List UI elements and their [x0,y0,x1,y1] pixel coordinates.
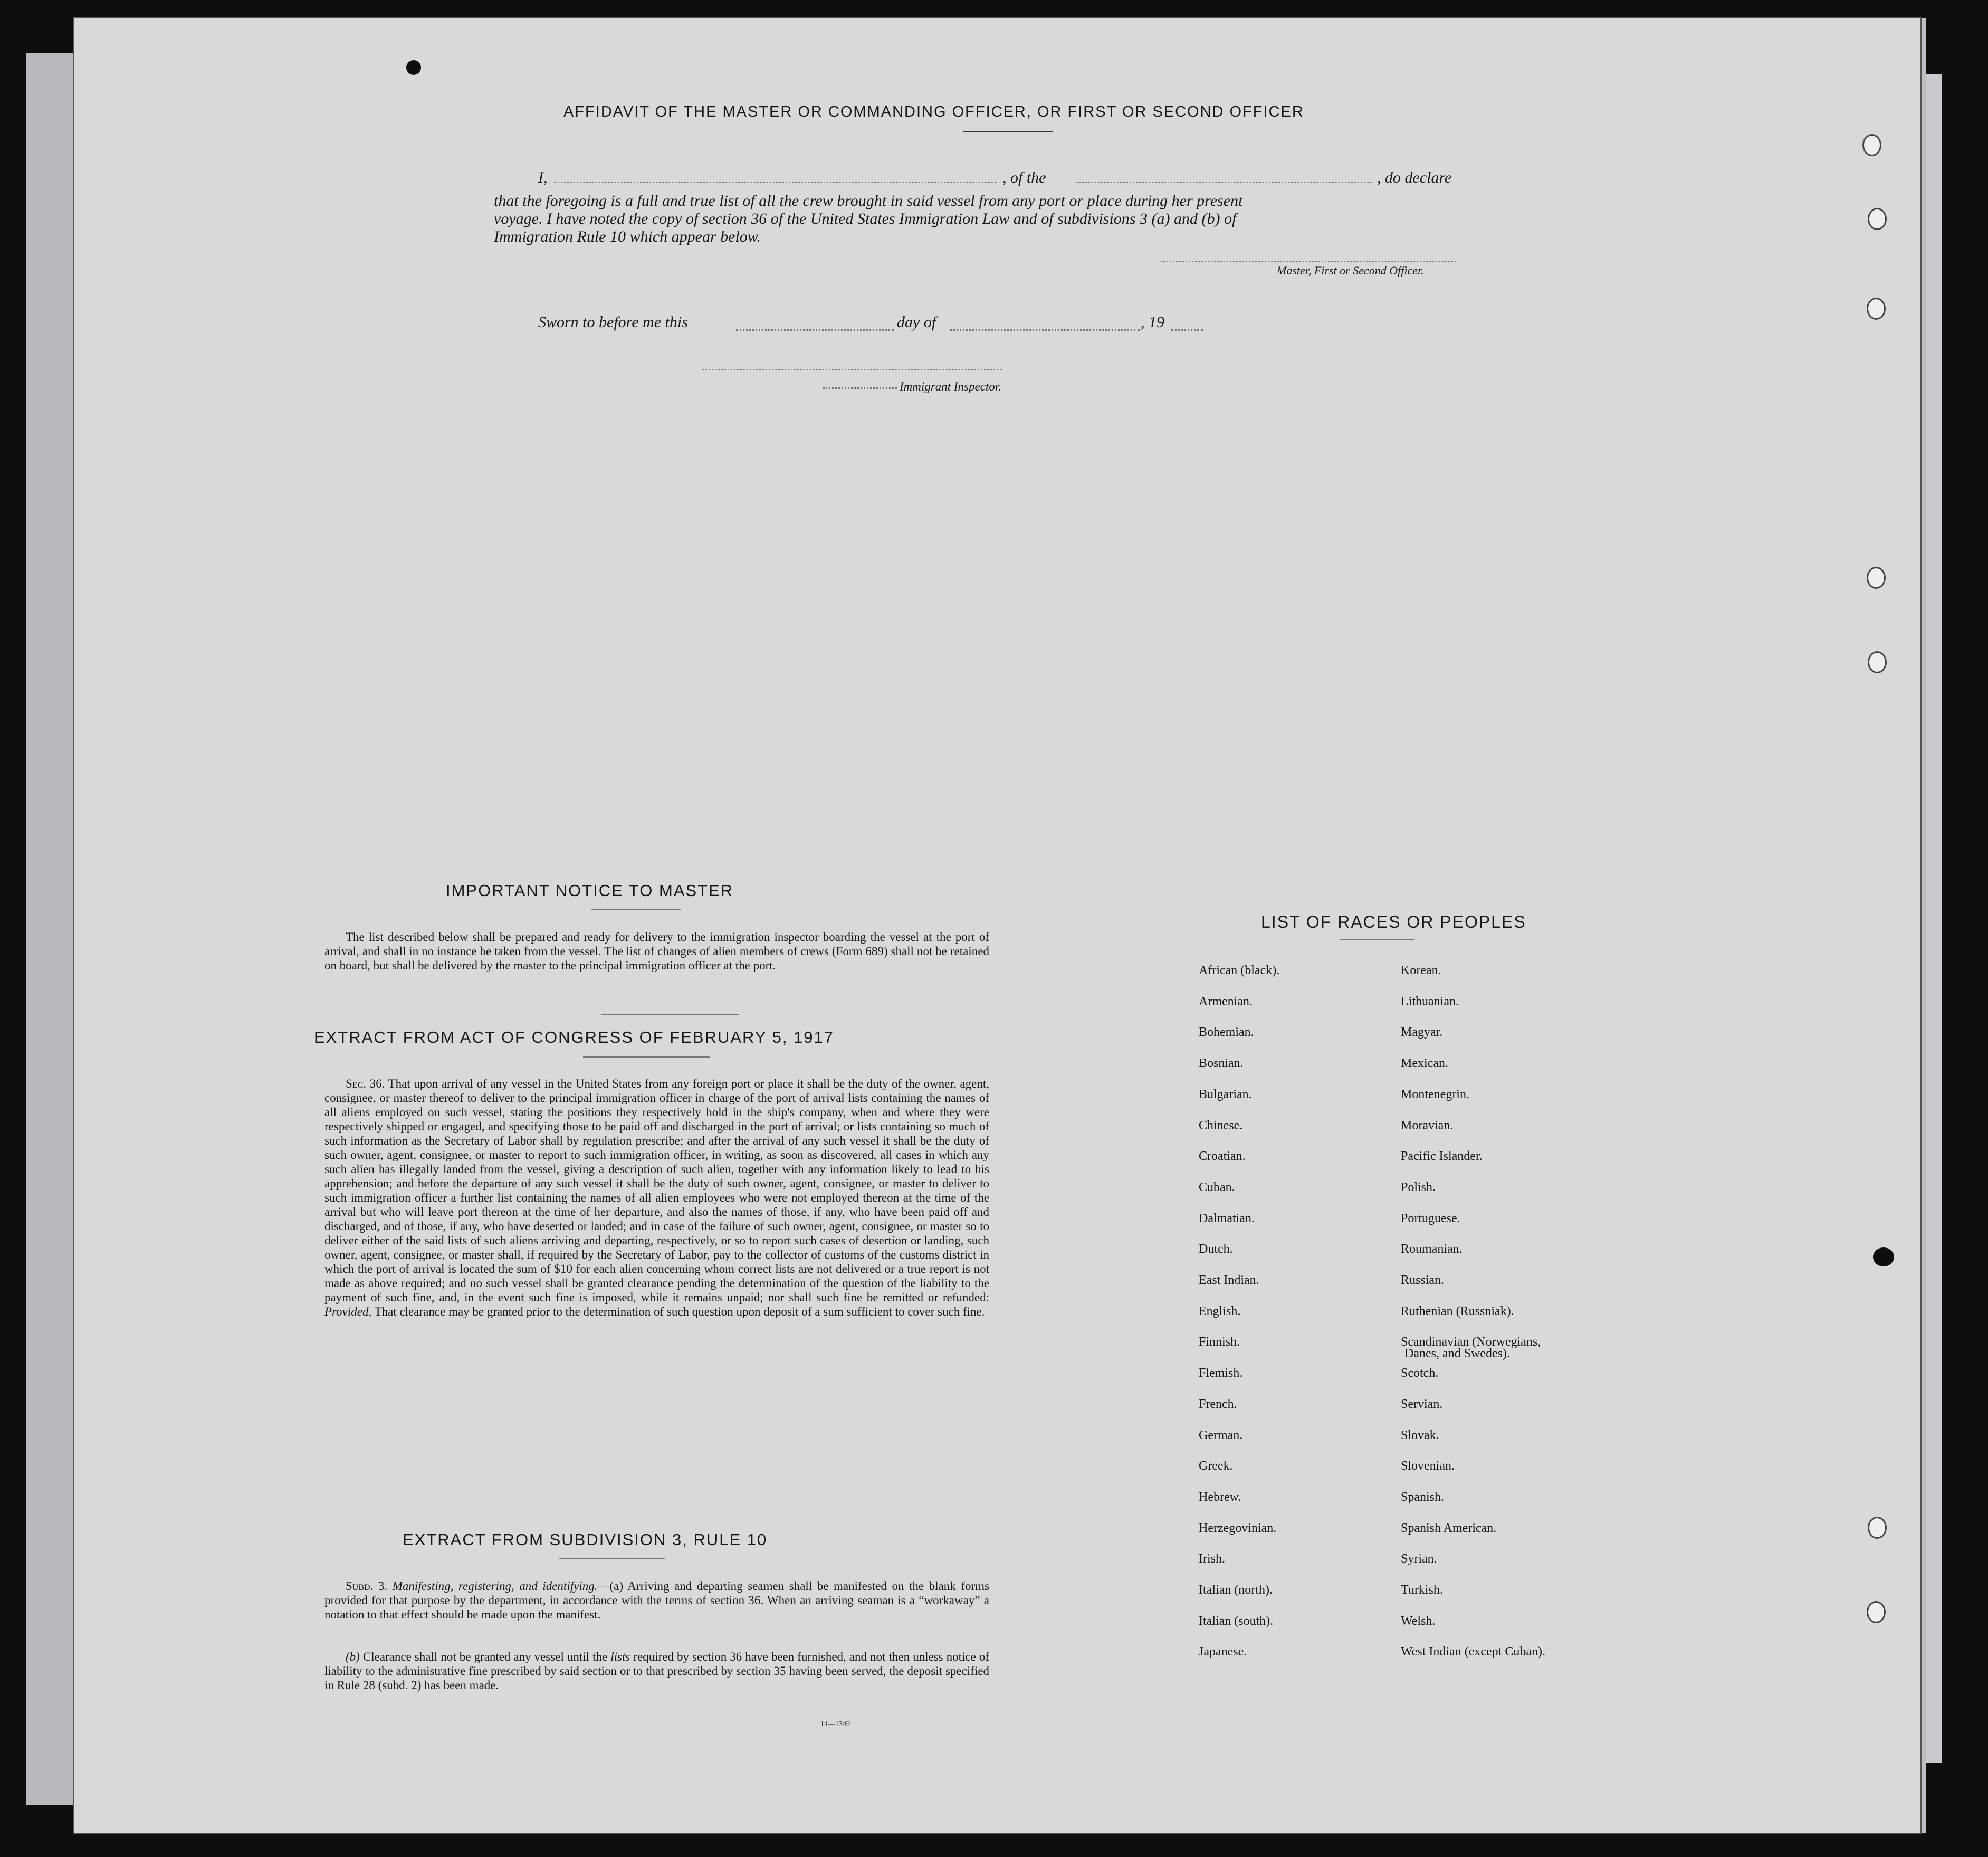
race-item: Japanese. [1199,1645,1247,1659]
race-item: Slovak. [1401,1428,1439,1442]
year-label: , 19 [1141,313,1164,331]
race-item: West Indian (except Cuban). [1401,1645,1545,1659]
para-b-marker: (b) [346,1650,360,1663]
race-item: Scandinavian (Norwegians, [1401,1335,1541,1349]
race-item: French. [1199,1397,1237,1411]
race-item: Korean. [1401,964,1441,977]
race-item: Finnish. [1199,1335,1240,1349]
race-item: African (black). [1199,964,1280,977]
race-item: Greek. [1199,1459,1233,1473]
race-item: Irish. [1199,1552,1225,1566]
race-item: Herzegovinian. [1199,1521,1277,1535]
form-number: 14—1340 [820,1720,850,1728]
punch-hole [1862,134,1881,156]
master-signature-caption: Master, First or Second Officer. [1277,264,1424,277]
race-item: Magyar. [1401,1025,1443,1040]
notice-body: The list described below shall be prepared and ready for delivery to the immigration inspector boarding the vessel at the port of arrival, and shall in no instance be taken from the vessel. The list of changes of alien members of crews (Form 689) shall not be retained on board, but shall be delivered by the master to the principal immigration officer at the port. [324,930,989,972]
race-item: Cuban. [1199,1180,1235,1194]
subd-heading: Manifesting, registering, and identifying. [392,1579,598,1593]
para-b-start: Clearance shall not be granted any vessel until the [362,1650,608,1663]
vessel-blank[interactable] [1076,182,1372,183]
section-label: Sec. 36. [346,1077,385,1090]
punch-hole-dark [1873,1247,1894,1266]
race-item: Spanish American. [1401,1521,1497,1535]
race-item: Moravian. [1401,1118,1454,1132]
race-item-continued: Danes, and Swedes). [1404,1347,1510,1360]
race-item: Dalmatian. [1199,1211,1255,1225]
do-declare-label: , do declare [1377,169,1452,186]
master-signature-blank[interactable] [1161,261,1456,262]
para-b-rest: required by section 36 have been furnished, and not then unless notice of liability to the administrative fine prescribed by said section or to that prescribed by section 35 having been served, the deposit specified in Rule 28 (subd. 2) has been made. [324,1650,990,1692]
punch-hole [1868,651,1887,673]
race-item: Turkish. [1401,1583,1443,1597]
day-blank[interactable] [736,329,894,331]
year-blank[interactable] [1171,329,1203,331]
race-item: Bosnian. [1199,1056,1244,1071]
race-item: Pacific Islander. [1401,1149,1483,1164]
race-item: Syrian. [1401,1552,1437,1566]
race-item: Hebrew. [1199,1490,1241,1504]
act-extract-underline [583,1056,710,1058]
name-blank[interactable] [554,182,997,183]
race-item: Roumanian. [1401,1242,1463,1256]
race-item: Italian (north). [1199,1583,1273,1597]
race-item: Italian (south). [1199,1614,1274,1628]
inspector-signature-blank[interactable] [702,369,1002,370]
race-item: Mexican. [1401,1056,1448,1071]
inspector-caption: Immigrant Inspector. [900,380,1001,393]
race-item: Polish. [1401,1180,1436,1194]
race-item: Servian. [1401,1397,1443,1411]
punch-hole [1868,1517,1887,1539]
affidavit-body-line: Immigration Rule 10 which appear below. [494,228,761,245]
rule-extract-underline [559,1558,665,1559]
race-item: East Indian. [1199,1273,1259,1287]
proviso-rest: That clearance may be granted prior to the determination of such question upon deposit of a sum sufficient to cover such fine. [374,1305,985,1318]
race-item: Welsh. [1401,1614,1436,1628]
notice-underline [591,909,681,910]
of-the-label: , of the [1002,169,1046,186]
day-of-label: day of [897,313,936,331]
proviso-word: Provided, [324,1305,372,1318]
race-item: German. [1199,1428,1243,1442]
rule-extract-title: EXTRACT FROM SUBDIVISION 3, RULE 10 [403,1530,768,1549]
punch-hole [1867,1601,1886,1623]
act-extract-title: EXTRACT FROM ACT OF CONGRESS OF FEBRUARY 5, 1917 [314,1028,835,1046]
race-item: English. [1199,1304,1241,1318]
race-item: Montenegrin. [1401,1087,1469,1101]
race-item: Portuguese. [1401,1211,1460,1225]
race-item: Russian. [1401,1273,1445,1287]
manifest-back-page [74,18,1920,1833]
affidavit-title: AFFIDAVIT OF THE MASTER OR COMMANDING OFFICER, OR FIRST OR SECOND OFFICER [563,103,1304,120]
rule-para-a [324,1579,989,1622]
subd-label: Subd. 3. [346,1579,388,1593]
punch-hole [1867,567,1886,589]
race-item: Lithuanian. [1401,994,1459,1008]
race-item: Dutch. [1199,1242,1233,1256]
race-item: Chinese. [1199,1118,1243,1132]
sworn-label: Sworn to before me this [538,313,688,331]
punch-hole [1867,298,1886,320]
month-blank[interactable] [950,329,1140,331]
section-36-body: That upon arrival of any vessel in the United States from any foreign port or place it shall be the duty of the owner, agent, consignee, or master thereof to deliver to the principal immigration officer in charge of the port of arrival lists containing the names of all aliens employed on such vessel, stating the positions they respectively hold in the ship's company, when and where they were respectively shipped or engaged, and specifying those to be paid off and discharged in the port of arrival; or lists containing so much of such information as the Secretary of Labor shall by regulation prescribe; and after the arrival of any such vessel it shall be the duty of such owner, agent, consignee, or master to report to such immigration officer, in writing, as soon as discovered, all cases in which any such alien has illegally landed from the vessel, giving a description of such alien, together with any information likely to lead to his apprehension; and before the departure of any such vessel it shall be the duty of such owner, agent, consignee, or master to deliver to such immigration officer a further list containing the names of all alien employees who were not employed thereon at the time of the arrival but who will leave port thereon at the time of her departure, and also the names of those, if any, who have been paid off and discharged, and of those, if any, who have deserted or landed; and in case of the failure of such owner, agent, consignee, or master so to deliver either of the said lists of such aliens arriving and departing, respectively, or so to report such cases of desertion or landing, such owner, agent, consignee, or master shall, if required by the Secretary of Labor, pay to the collector of customs of the customs district in which the port of arrival is located the sum of $10 for each alien concerning whom correct lists are not delivered or a true report is not made as above required; and no such vessel shall be granted clearance pending the determination of the question of the liability to the payment of such fine, and, in the event such fine is imposed, while it remains unpaid; nor shall such fine be remitted or refunded: [324,1077,989,1304]
ink-blot [406,60,421,75]
rule-para-b [324,1650,989,1692]
affidavit-body-line: voyage. I have noted the copy of section 36 of the United States Immigration Law and of subdivisions 3 (a) and (b) of [494,210,1237,227]
race-item: Scotch. [1401,1366,1439,1380]
race-item: Spanish. [1401,1490,1445,1504]
section-36-text [324,1077,989,1319]
inspector-dots [823,387,897,389]
races-underline [1340,939,1414,940]
race-item: Bohemian. [1199,1025,1254,1040]
race-item: Ruthenian (Russniak). [1401,1304,1514,1318]
race-item: Flemish. [1199,1366,1243,1380]
section-divider [601,1014,739,1015]
race-item: Slovenian. [1401,1459,1455,1473]
para-a-marker: —(a) [597,1579,623,1593]
race-item: Croatian. [1199,1149,1246,1164]
affidavit-body-line: that the foregoing is a full and true list of all the crew brought in said vessel from any port or place during her present [494,192,1243,209]
race-item: Bulgarian. [1199,1087,1252,1101]
notice-title: IMPORTANT NOTICE TO MASTER [446,881,734,900]
i-label: I, [538,169,548,186]
races-title: LIST OF RACES OR PEOPLES [1261,912,1526,931]
para-a-text: Arriving and departing seamen shall be manifested on the blank forms provided for that purpose by the department, in accordance with the terms of section 36. When an arriving seaman is a “workaway” a notation to that effect should be made upon the manifest. [324,1579,990,1621]
para-b-lists: lists [610,1650,630,1663]
punch-hole [1868,208,1887,230]
race-item: Armenian. [1199,994,1253,1008]
title-underline [963,131,1053,132]
affidavit-body [494,192,1242,246]
